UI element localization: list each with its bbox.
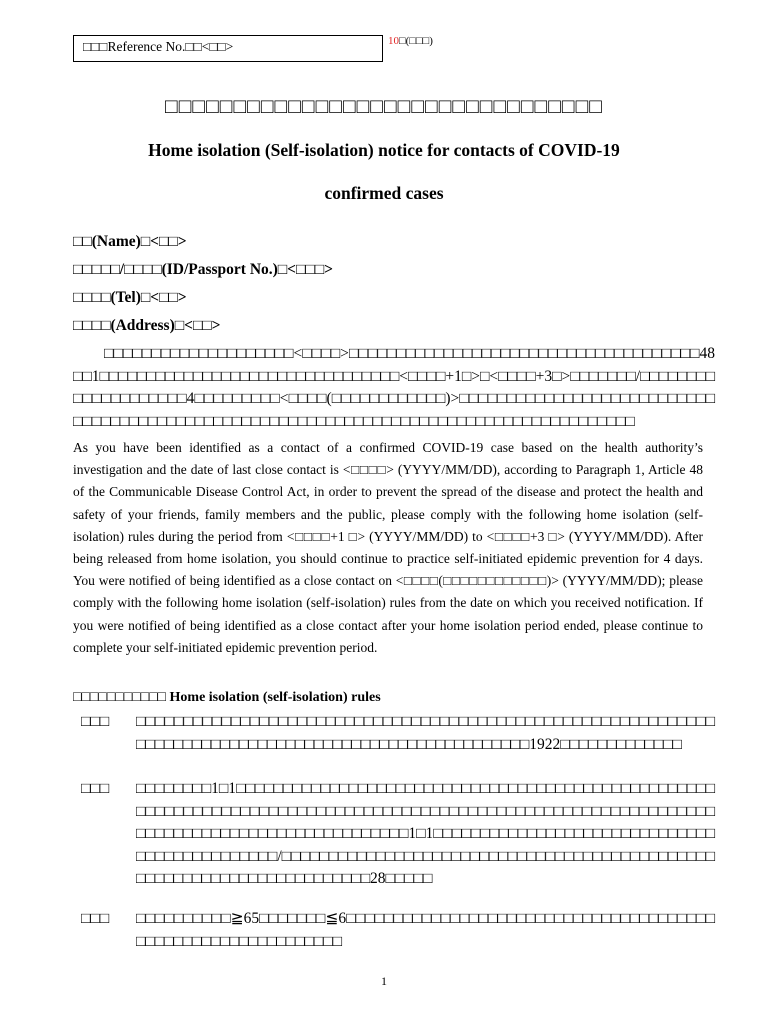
address-field: □□□□(Address)□<□□> — [73, 317, 221, 334]
rule-item-1 — [73, 711, 715, 756]
name-field: □□(Name)□<□□> — [73, 233, 187, 250]
id-passport-field: □□□□□/□□□□(ID/Passport No.)□<□□□> — [73, 261, 333, 278]
rule-text: □□□□□□□□□□□□□□□□□□□□□□□□□□□□□□□□□□□□□□□□□□□□□□□□□□□□□□□□□□□□□□□□□□□□□□□□□□□□□□□□□□□□□□□□□□□□□□□□□□□□□□□1922□□□□□□□□□□□□□ — [136, 713, 715, 753]
version-number: 10 — [388, 35, 399, 47]
title-english-line2: confirmed cases — [324, 183, 444, 203]
rules-heading: □□□□□□□□□□□ Home isolation (self-isolation) rules — [73, 690, 381, 705]
notice-paragraph-chinese: □□□□□□□□□□□□□□□□□□□□<□□□□>□□□□□□□□□□□□□□□□□□□□□□□□□□□□□□□□□□□□□48□□1□□□□□□□□□□□□□□□□□□□□□□□□□□□□□□□□<□□□□+1□>□<□□□□+3□>□□□□□□□/□□□□□□□□□□□□□□□□□□□□4□□□□□□□□□<□□□□(□□□□□□□□□□□□)>□□□□□□□□□□□□□□□□□□□□□□□□□□□□□□□□□□□□□□□□□□□□□□□□□□□□□□□□□□□□□□□□□□□□□□□□□□□□□□□□□□□□□□□ — [73, 345, 715, 430]
rule-number: □□□ — [81, 713, 110, 730]
rule-item-3 — [73, 908, 715, 953]
page-number: 1 — [381, 974, 387, 988]
reference-number-box — [73, 35, 383, 62]
notice-paragraph-english: As you have been identified as a contact of a confirmed COVID-19 case based on the health authority’s investigation and the date of last close contact is <□□□□> (YYYY/MM/DD), according to Paragraph 1, Article 48 of the Communicable Disease Control Act, in order to prevent the spread of the disease and protect the health and safety of your friends, family members and the public, please comply with the following home isolation (self-isolation) rules during the period from <□□□□+1 □> (YYYY/MM/DD) to <□□□□+3 □> (YYYY/MM/DD). After being released from home isolation, you should continue to practice self-initiated epidemic prevention for 4 days. You were notified of being identified as a close contact on <□□□□(□□□□□□□□□□□□)> (YYYY/MM/DD); please comply with the following home isolation (self-isolation) rules from the date on which you received notification. If you were notified of being identified as a close contact after your home isolation period ended, please continue to complete your self-initiated epidemic prevention period. — [73, 440, 703, 655]
tel-field: □□□□(Tel)□<□□> — [73, 289, 187, 306]
rule-text: □□□□□□□□1□1□□□□□□□□□□□□□□□□□□□□□□□□□□□□□□□□□□□□□□□□□□□□□□□□□□□□□□□□□□□□□□□□□□□□□□□□□□□□□□□□□□□□□□□□□□□□□□□□□□□□□□□□□□□□□□□□□□□□□□□□□□□□□□□□□□□□□□□□□□□□□1□1□□□□□□□□□□□□□□□□□□□□□□□□□□□□□□□□□□□□□□□□□□□□□/□□□□□□□□□□□□□□□□□□□□□□□□□□□□□□□□□□□□□□□□□□□□□□□□□□□□□□□□□□□□□□□□□□□□□□□28□□□□□ — [136, 780, 715, 887]
rule-text: □□□□□□□□□□≧65□□□□□□□≦6□□□□□□□□□□□□□□□□□□□□□□□□□□□□□□□□□□□□□□□□□□□□□□□□□□□□□□□□□□□□□ — [136, 910, 715, 950]
rule-item-2 — [73, 778, 715, 891]
reference-number: □□□Reference No.□□<□□> — [83, 39, 234, 54]
version-label — [388, 35, 433, 47]
version-suffix: □(□□□) — [399, 35, 433, 47]
title-english-line1: Home isolation (Self-isolation) notice for contacts of COVID-19 — [148, 140, 620, 160]
title-chinese: □□□□□□□□□□□□□□□□□□□□□□□□□□□□□□□□ — [165, 94, 603, 118]
rule-number: □□□ — [81, 780, 110, 797]
rule-number: □□□ — [81, 910, 110, 927]
